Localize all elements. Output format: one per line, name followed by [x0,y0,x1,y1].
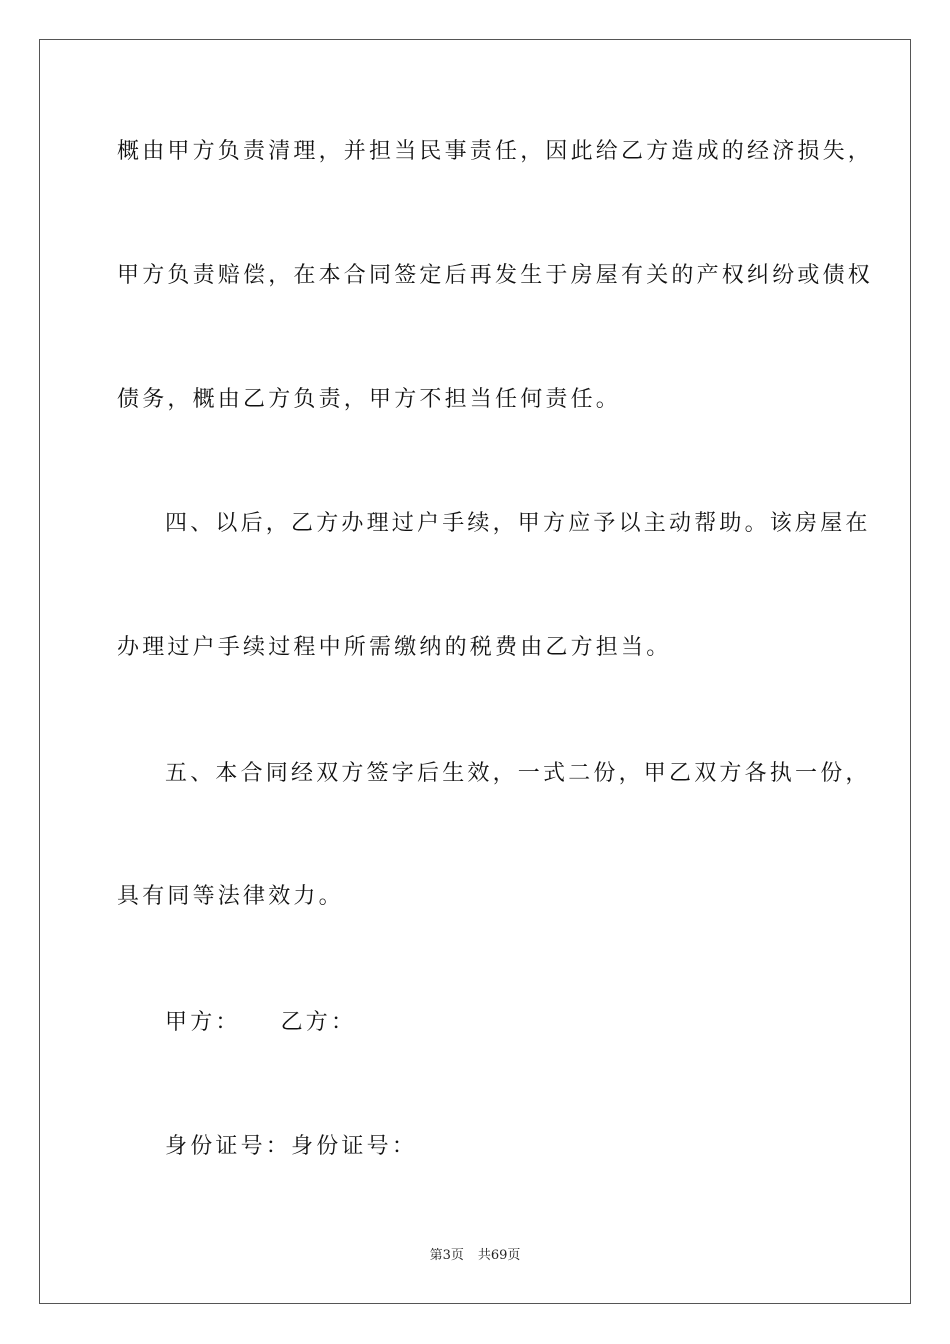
party-a-id-label: 身份证号： [165,1134,292,1159]
clause-four-line-1: 四、以后，乙方办理过户手续，甲方应予以主动帮助。该房屋在 [165,511,871,536]
paragraph-line-2: 甲方负责赔偿，在本合同签定后再发生于房屋有关的产权纠纷或债权 [117,263,874,288]
clause-four-line-2: 办理过户手续过程中所需缴纳的税费由乙方担当。 [117,635,672,660]
page-number: 第3页 [429,1248,464,1263]
clause-five-line-2: 具有同等法律效力。 [117,884,344,909]
signature-parties [165,1008,356,1038]
signature-id-numbers [165,1132,417,1162]
page-border [39,39,911,1304]
paragraph-line-3: 债务，概由乙方负责，甲方不担当任何责任。 [117,387,622,412]
clause-five-line-1: 五、本合同经双方签字后生效，一式二份，甲乙双方各执一份， [165,761,871,786]
party-b-label: 乙方： [280,1010,357,1035]
page-total: 共69页 [477,1248,521,1263]
paragraph-line-1: 概由甲方负责清理，并担当民事责任，因此给乙方造成的经济损失， [117,139,874,164]
party-a-label: 甲方： [165,1010,241,1035]
page-footer [0,1246,950,1266]
party-b-id-label: 身份证号： [291,1134,418,1159]
